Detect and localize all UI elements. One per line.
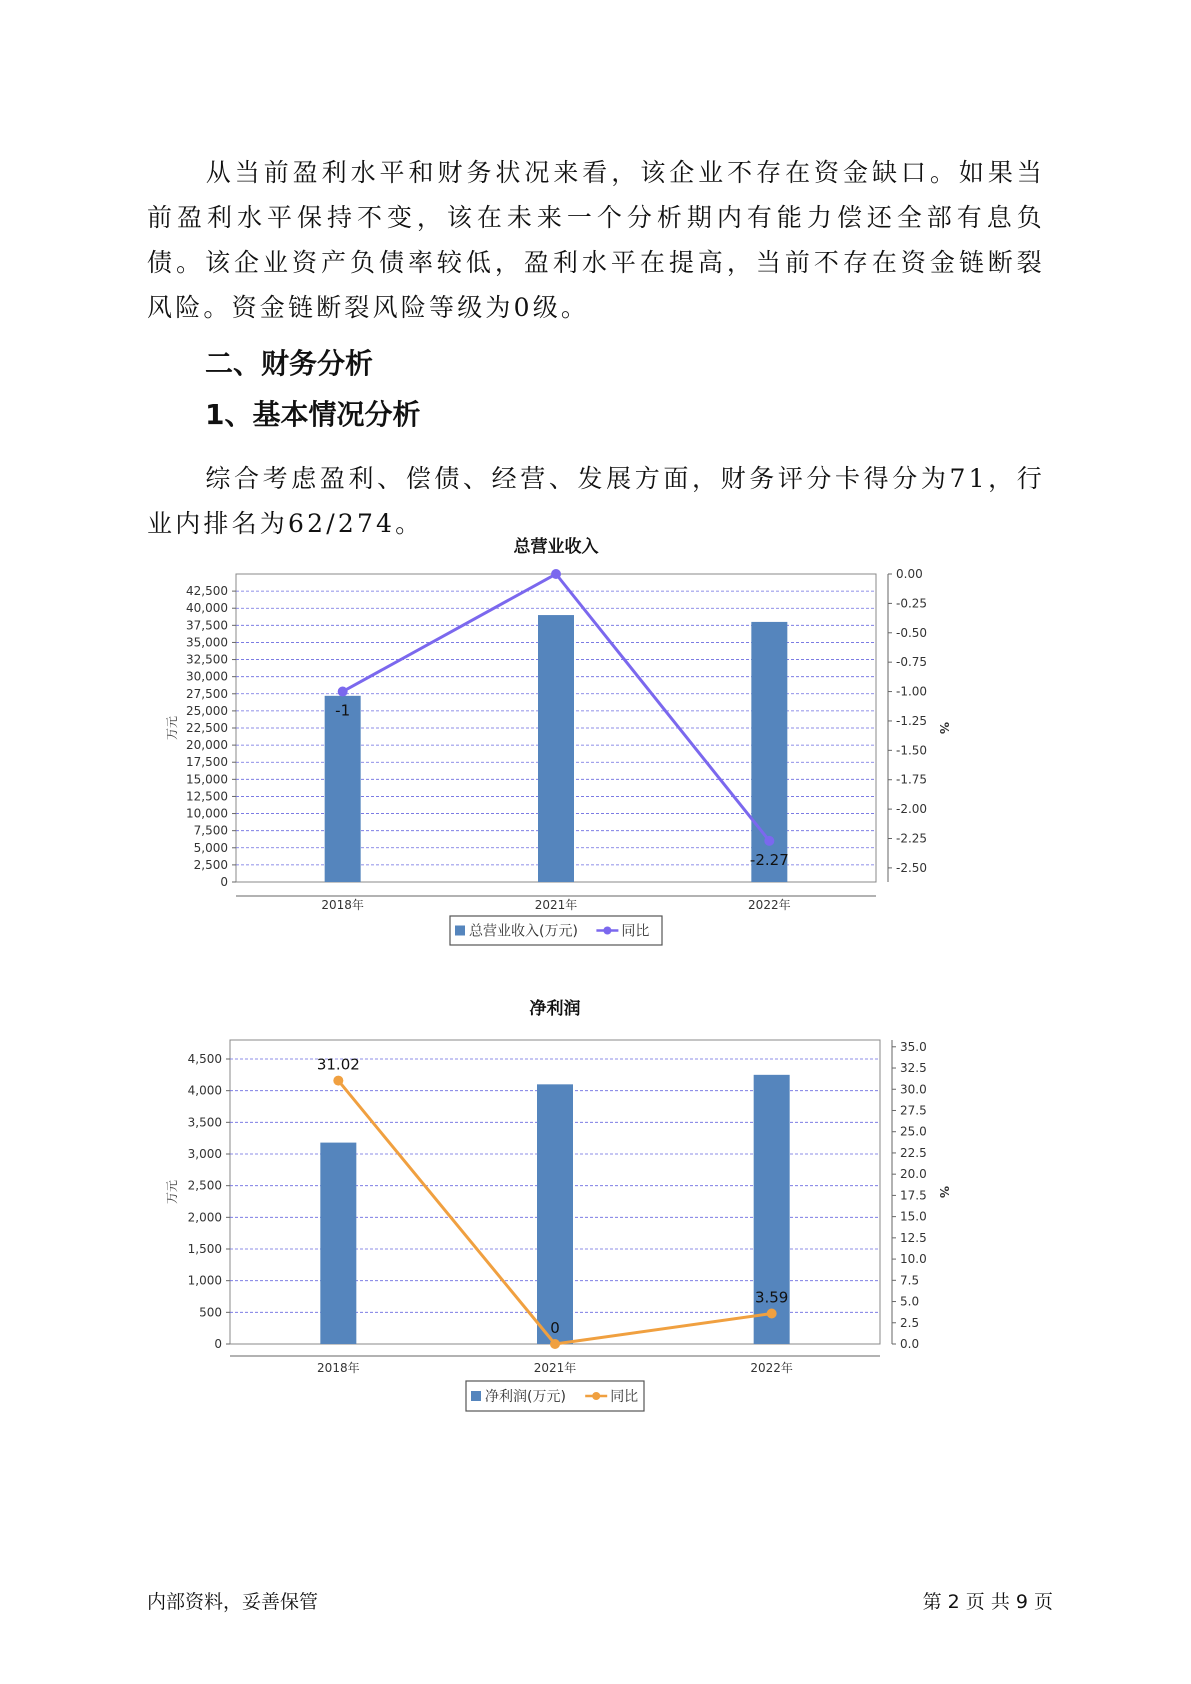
chart-title: 净利润 [529, 999, 581, 1019]
y-tick-label: 17,500 [186, 755, 228, 770]
y-tick-label: 0 [214, 1337, 222, 1351]
y2-tick-label: -2.00 [896, 802, 928, 817]
x-tick-label: 2018年 [317, 1361, 360, 1375]
y-tick-label: 0 [220, 875, 228, 889]
y2-tick-label: -1.50 [896, 743, 928, 758]
y2-tick-label: -1.00 [896, 684, 928, 699]
y2-tick-label: 32.5 [900, 1061, 927, 1076]
section-heading: 二、财务分析 [205, 347, 374, 380]
data-label: 3.59 [754, 1288, 789, 1307]
y-tick-label: 3,000 [187, 1147, 222, 1161]
y-tick-label: 1,000 [187, 1273, 222, 1288]
footer-page-number: 第 2 页 共 9 页 [922, 1591, 1053, 1613]
y2-tick-label: 20.0 [900, 1167, 927, 1182]
y2-tick-label: 12.5 [900, 1230, 927, 1245]
subsection-heading: 1、基本情况分析 [205, 398, 421, 431]
y-tick-label: 5,000 [193, 840, 228, 855]
y-tick-label: 3,500 [187, 1115, 222, 1130]
y-tick-label: 20,000 [186, 738, 228, 753]
y2-tick-label: 7.5 [900, 1273, 920, 1288]
y-tick-label: 32,500 [186, 652, 228, 667]
footer-left: 内部资料，妥善保管 [147, 1591, 319, 1613]
line-point [333, 1076, 343, 1086]
y-tick-label: 22,500 [186, 721, 228, 735]
y2-tick-label: -1.25 [896, 713, 928, 728]
y2-tick-label: -0.75 [896, 655, 928, 670]
y2-tick-label: 22.5 [900, 1145, 927, 1160]
y-axis-label: 万元 [165, 1179, 179, 1205]
y-axis-label: 万元 [165, 715, 179, 741]
legend-label-line: 同比 [610, 1389, 639, 1405]
y2-tick-label: 27.5 [900, 1103, 927, 1118]
legend-label-bar: 净利润(万元) [485, 1389, 566, 1405]
y2-tick-label: 2.5 [900, 1315, 920, 1330]
y-tick-label: 2,500 [187, 1178, 222, 1193]
legend-label-line: 同比 [621, 923, 650, 940]
x-tick-label: 2022年 [748, 898, 791, 912]
x-tick-label: 2022年 [750, 1361, 793, 1375]
y-tick-label: 37,500 [186, 618, 228, 633]
y2-tick-label: 0.00 [896, 567, 923, 581]
bar [537, 1084, 573, 1344]
y-tick-label: 4,000 [187, 1083, 222, 1098]
y-tick-label: 30,000 [186, 669, 228, 684]
y-tick-label: 2,000 [187, 1210, 222, 1225]
y-tick-label: 15,000 [186, 772, 228, 787]
y2-axis-label: % [937, 721, 951, 735]
y-tick-label: 27,500 [186, 686, 228, 701]
y-tick-label: 7,500 [193, 823, 228, 838]
y2-tick-label: 0.0 [900, 1337, 920, 1351]
legend-label-bar: 总营业收入(万元) [469, 923, 578, 940]
y-tick-label: 42,500 [186, 584, 228, 599]
y-tick-label: 4,500 [187, 1052, 222, 1066]
data-label: -2.27 [749, 850, 789, 869]
bar [320, 1143, 356, 1344]
y-tick-label: 25,000 [186, 703, 228, 718]
y2-axis-label: % [937, 1185, 951, 1199]
y2-tick-label: -0.25 [896, 596, 928, 611]
x-tick-label: 2018年 [321, 898, 364, 912]
legend-swatch-bar [471, 1391, 481, 1401]
line-point [550, 1339, 560, 1349]
y-tick-label: 40,000 [186, 601, 228, 616]
line-point [767, 1309, 777, 1319]
paragraph-score-text: 综合考虑盈利、偿债、经营、发展方面，财务评分卡得分为71，行业内排名为62/274。 [147, 464, 1045, 538]
legend-swatch-point [592, 1392, 600, 1400]
y-tick-label: 1,500 [187, 1242, 222, 1256]
y2-tick-label: 15.0 [900, 1209, 927, 1224]
data-label: 0 [550, 1319, 560, 1337]
x-tick-label: 2021年 [533, 1361, 577, 1375]
y2-tick-label: 35.0 [900, 1039, 927, 1054]
y-tick-label: 12,500 [186, 789, 228, 804]
y-tick-label: 500 [199, 1305, 222, 1320]
y2-tick-label: 5.0 [900, 1294, 920, 1309]
y2-tick-label: -1.75 [896, 772, 928, 787]
y-tick-label: 2,500 [193, 857, 228, 872]
y2-tick-label: -2.50 [896, 860, 928, 875]
y-tick-label: 10,000 [186, 806, 228, 821]
y2-tick-label: 17.5 [900, 1188, 927, 1203]
paragraph-funding-text: 从当前盈利水平和财务状况来看，该企业不存在资金缺口。如果当前盈利水平保持不变，该在未来一个分析期内有能力偿还全部有息负债。该企业资产负债率较低，盈利水平在提高，当前不存在资金链断裂风险。资金链断裂风险等级为0级。 [147, 158, 1045, 322]
y2-tick-label: 30.0 [900, 1082, 927, 1097]
x-tick-label: 2021年 [534, 898, 578, 912]
y-tick-label: 35,000 [186, 635, 228, 650]
y2-tick-label: 10.0 [900, 1252, 927, 1267]
data-label: 31.02 [316, 1055, 360, 1074]
y2-tick-label: -2.25 [896, 831, 928, 846]
y2-tick-label: -0.50 [896, 625, 928, 640]
y2-tick-label: 25.0 [900, 1124, 927, 1139]
data-label: -1 [335, 701, 351, 720]
chart-title: 总营业收入 [513, 537, 599, 557]
